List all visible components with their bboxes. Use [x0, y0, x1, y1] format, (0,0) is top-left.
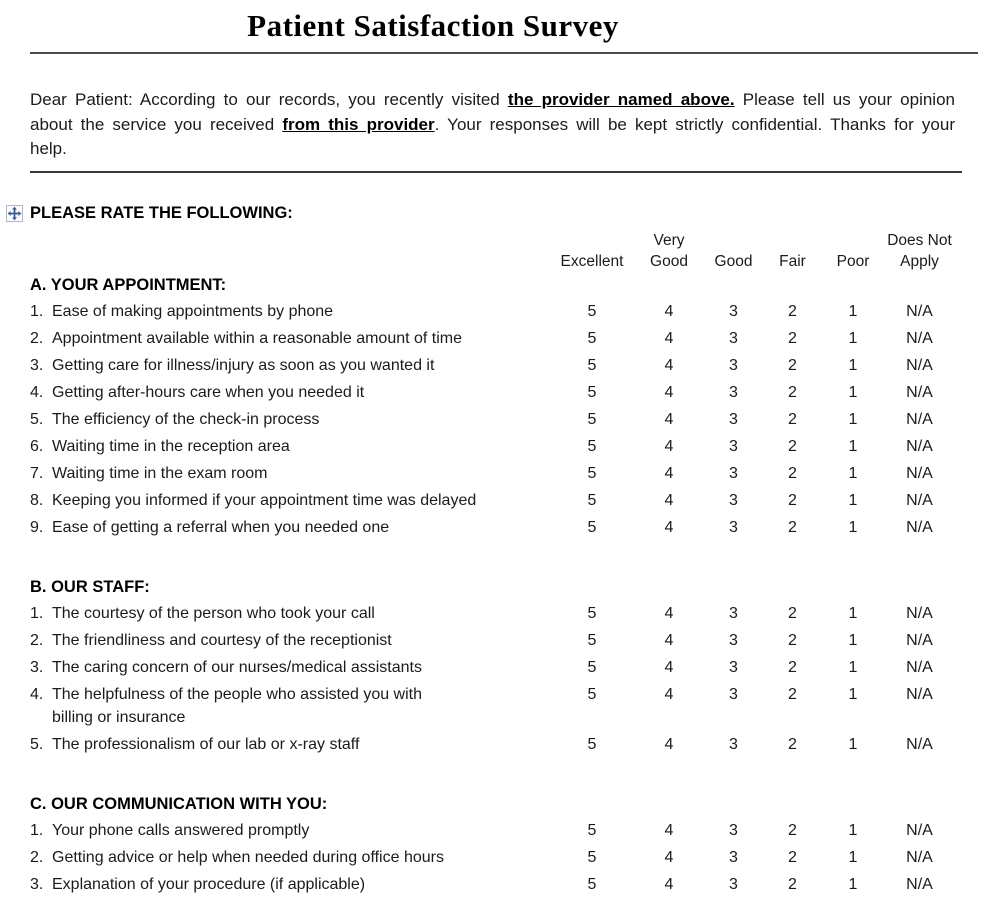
section-heading: B. OUR STAFF: — [30, 577, 150, 596]
rating-option-na[interactable]: N/A — [906, 631, 933, 649]
rating-option-1[interactable]: 1 — [848, 735, 858, 753]
intro-text-3: . Your responses will be kept strictly confidential. Thanks for your help. — [30, 114, 955, 158]
rating-option-5[interactable]: 5 — [587, 356, 597, 374]
survey-item-row — [30, 433, 955, 460]
rating-option-na[interactable]: N/A — [906, 410, 933, 428]
rating-option-4[interactable]: 4 — [664, 437, 674, 455]
rating-option-3[interactable]: 3 — [729, 518, 738, 536]
rating-option-2[interactable]: 2 — [788, 464, 797, 482]
intro-bold-underline-2: from this provider — [282, 114, 435, 134]
rating-option-4[interactable]: 4 — [664, 875, 674, 893]
rating-option-4[interactable]: 4 — [664, 685, 674, 703]
item-label — [30, 489, 550, 512]
rating-option-1[interactable]: 1 — [848, 464, 858, 482]
survey-item-row — [30, 844, 955, 871]
column-header-fair: Fair — [779, 252, 806, 270]
survey-item-row — [30, 817, 955, 844]
item-text: Getting care for illness/injury as soon as you wanted it — [52, 356, 435, 374]
rating-option-4[interactable]: 4 — [664, 464, 674, 482]
rating-option-1[interactable]: 1 — [848, 329, 858, 347]
rating-option-3[interactable]: 3 — [729, 685, 738, 703]
rating-option-2[interactable]: 2 — [788, 875, 797, 893]
rating-option-2[interactable]: 2 — [788, 821, 797, 839]
item-text: The professionalism of our lab or x-ray staff — [52, 735, 360, 753]
rating-option-3[interactable]: 3 — [729, 302, 738, 320]
rating-option-1[interactable]: 1 — [848, 604, 858, 622]
rating-option-na[interactable]: N/A — [906, 356, 933, 374]
survey-item-row — [30, 487, 955, 514]
title-divider — [30, 52, 978, 54]
item-text: Waiting time in the reception area — [52, 437, 290, 455]
rating-option-5[interactable]: 5 — [587, 821, 597, 839]
survey-item-row — [30, 681, 955, 731]
section-heading: C. OUR COMMUNICATION WITH YOU: — [30, 794, 328, 813]
item-number: 5. — [30, 410, 44, 428]
rating-option-1[interactable]: 1 — [848, 383, 858, 401]
item-number: 1. — [30, 302, 44, 320]
rating-option-3[interactable]: 3 — [729, 604, 738, 622]
rating-option-na[interactable]: N/A — [906, 658, 933, 676]
column-header-does-not-apply: Does Not Apply — [887, 231, 952, 270]
rating-option-1[interactable]: 1 — [848, 685, 858, 703]
rating-option-2[interactable]: 2 — [788, 383, 797, 401]
column-header-poor: Poor — [836, 252, 870, 270]
rating-option-na[interactable]: N/A — [906, 821, 933, 839]
rating-option-1[interactable]: 1 — [848, 518, 858, 536]
rating-option-5[interactable]: 5 — [587, 491, 597, 509]
rating-option-4[interactable]: 4 — [664, 821, 674, 839]
rating-option-5[interactable]: 5 — [587, 464, 597, 482]
rating-option-1[interactable]: 1 — [848, 658, 858, 676]
item-label — [30, 381, 550, 404]
rating-option-2[interactable]: 2 — [788, 437, 797, 455]
rating-option-na[interactable]: N/A — [906, 437, 933, 455]
page-title: Patient Satisfaction Survey — [247, 8, 619, 43]
item-text: Ease of making appointments by phone — [52, 302, 334, 320]
item-number: 4. — [30, 685, 44, 703]
rating-option-5[interactable]: 5 — [587, 518, 597, 536]
item-label — [30, 602, 550, 625]
rating-option-4[interactable]: 4 — [664, 410, 674, 428]
rating-option-na[interactable]: N/A — [906, 685, 933, 703]
rating-option-2[interactable]: 2 — [788, 735, 797, 753]
rating-option-5[interactable]: 5 — [587, 302, 597, 320]
item-number: 2. — [30, 848, 44, 866]
item-text: The helpfulness of the people who assisted you with billing or insurance — [52, 685, 423, 726]
rating-option-1[interactable]: 1 — [848, 356, 858, 374]
rating-option-5[interactable]: 5 — [587, 410, 597, 428]
rating-option-5[interactable]: 5 — [587, 329, 597, 347]
rating-option-1[interactable]: 1 — [848, 302, 858, 320]
rating-option-4[interactable]: 4 — [664, 604, 674, 622]
rating-option-5[interactable]: 5 — [587, 631, 597, 649]
intro-bold-underline-1: the provider named above. — [507, 90, 735, 109]
survey-item-row — [30, 627, 955, 654]
item-label — [30, 408, 550, 431]
rating-option-2[interactable]: 2 — [788, 658, 797, 676]
rating-option-5[interactable]: 5 — [587, 604, 597, 622]
item-label — [30, 819, 550, 842]
rating-option-2[interactable]: 2 — [788, 604, 797, 622]
ratings-header — [30, 230, 955, 272]
rating-option-3[interactable]: 3 — [729, 383, 738, 401]
table-move-handle-icon[interactable] — [6, 205, 23, 222]
rating-option-3[interactable]: 3 — [729, 658, 738, 676]
rating-option-2[interactable]: 2 — [788, 518, 797, 536]
item-number: 9. — [30, 518, 44, 536]
rating-option-1[interactable]: 1 — [848, 848, 858, 866]
rating-option-4[interactable]: 4 — [664, 302, 674, 320]
rating-option-5[interactable]: 5 — [587, 658, 597, 676]
rating-option-5[interactable]: 5 — [587, 848, 597, 866]
item-label — [30, 300, 550, 323]
rating-option-1[interactable]: 1 — [848, 491, 858, 509]
rating-option-na[interactable]: N/A — [906, 302, 933, 320]
item-number: 5. — [30, 735, 44, 753]
item-label — [30, 327, 550, 350]
rating-option-na[interactable]: N/A — [906, 383, 933, 401]
rating-option-5[interactable]: 5 — [587, 735, 597, 753]
rating-option-1[interactable]: 1 — [848, 821, 858, 839]
rating-option-2[interactable]: 2 — [788, 631, 797, 649]
rate-heading: PLEASE RATE THE FOLLOWING: — [30, 203, 293, 222]
item-label — [30, 629, 550, 652]
column-header-very-good: Very Good — [650, 231, 688, 270]
survey-item-row — [30, 514, 955, 541]
item-number: 1. — [30, 821, 44, 839]
item-text: Waiting time in the exam room — [52, 464, 268, 482]
rating-option-3[interactable]: 3 — [729, 631, 738, 649]
rating-option-3[interactable]: 3 — [729, 410, 738, 428]
rating-option-3[interactable]: 3 — [729, 329, 738, 347]
rating-option-4[interactable]: 4 — [664, 735, 674, 753]
item-number: 3. — [30, 875, 44, 893]
rating-option-4[interactable]: 4 — [664, 383, 674, 401]
item-text: The friendliness and courtesy of the receptionist — [52, 631, 392, 649]
survey-item-row — [30, 325, 955, 352]
item-text: Keeping you informed if your appointment time was delayed — [52, 491, 477, 509]
rating-option-3[interactable]: 3 — [729, 356, 738, 374]
item-text: Explanation of your procedure (if applicable) — [52, 875, 366, 893]
intro-paragraph — [30, 88, 955, 162]
item-number: 4. — [30, 383, 44, 401]
title-area — [30, 8, 836, 44]
item-label — [30, 516, 550, 539]
rating-option-2[interactable]: 2 — [788, 356, 797, 374]
rating-option-5[interactable]: 5 — [587, 685, 597, 703]
rate-heading-row — [30, 204, 985, 223]
rating-option-5[interactable]: 5 — [587, 437, 597, 455]
rating-option-4[interactable]: 4 — [664, 329, 674, 347]
survey-item-row — [30, 654, 955, 681]
item-text: Ease of getting a referral when you needed one — [52, 518, 390, 536]
survey-item-row — [30, 460, 955, 487]
rating-option-4[interactable]: 4 — [664, 518, 674, 536]
item-label — [30, 733, 550, 756]
item-text: The caring concern of our nurses/medical assistants — [52, 658, 422, 676]
rating-option-2[interactable]: 2 — [788, 848, 797, 866]
item-number: 7. — [30, 464, 44, 482]
rating-option-5[interactable]: 5 — [587, 875, 597, 893]
item-number: 3. — [30, 356, 44, 374]
item-label — [30, 435, 550, 458]
rating-option-na[interactable]: N/A — [906, 464, 933, 482]
survey-item-row — [30, 298, 955, 325]
rating-option-2[interactable]: 2 — [788, 491, 797, 509]
rating-option-na[interactable]: N/A — [906, 491, 933, 509]
item-number: 3. — [30, 658, 44, 676]
rating-option-2[interactable]: 2 — [788, 410, 797, 428]
item-text: Your phone calls answered promptly — [52, 821, 310, 839]
section-heading: A. YOUR APPOINTMENT: — [30, 275, 227, 294]
rating-option-1[interactable]: 1 — [848, 875, 858, 893]
survey-item-row — [30, 731, 955, 758]
survey-item-row — [30, 379, 955, 406]
rating-option-2[interactable]: 2 — [788, 302, 797, 320]
rating-option-3[interactable]: 3 — [729, 437, 738, 455]
item-text: Getting after-hours care when you needed it — [52, 383, 365, 401]
item-number: 1. — [30, 604, 44, 622]
rating-option-na[interactable]: N/A — [906, 735, 933, 753]
rating-option-4[interactable]: 4 — [664, 631, 674, 649]
item-text: The efficiency of the check-in process — [52, 410, 320, 428]
rating-option-5[interactable]: 5 — [587, 383, 597, 401]
survey-item-row — [30, 871, 955, 898]
item-label — [30, 354, 550, 377]
survey-item-row — [30, 600, 955, 627]
item-number: 2. — [30, 631, 44, 649]
rating-option-4[interactable]: 4 — [664, 491, 674, 509]
item-label — [30, 846, 550, 869]
rating-option-na[interactable]: N/A — [906, 875, 933, 893]
item-number: 8. — [30, 491, 44, 509]
item-label — [30, 656, 550, 679]
column-header-excellent: Excellent — [560, 252, 624, 270]
intro-text-1: Dear Patient: According to our records, you recently visited — [30, 90, 508, 109]
item-number: 6. — [30, 437, 44, 455]
rating-option-na[interactable]: N/A — [906, 848, 933, 866]
item-text: Appointment available within a reasonable amount of time — [52, 329, 463, 347]
rating-option-4[interactable]: 4 — [664, 658, 674, 676]
rating-option-3[interactable]: 3 — [729, 491, 738, 509]
rating-option-3[interactable]: 3 — [729, 875, 738, 893]
intro-divider — [30, 171, 962, 173]
rating-option-4[interactable]: 4 — [664, 356, 674, 374]
survey-item-row — [30, 352, 955, 379]
rating-option-3[interactable]: 3 — [729, 464, 738, 482]
rating-option-3[interactable]: 3 — [729, 821, 738, 839]
rating-option-1[interactable]: 1 — [848, 631, 858, 649]
rating-option-na[interactable]: N/A — [906, 518, 933, 536]
rating-option-1[interactable]: 1 — [848, 437, 858, 455]
item-number: 2. — [30, 329, 44, 347]
survey-item-row — [30, 406, 955, 433]
item-label — [30, 462, 550, 485]
item-label — [30, 873, 550, 896]
rating-option-2[interactable]: 2 — [788, 685, 797, 703]
column-header-good: Good — [714, 252, 753, 270]
rating-option-2[interactable]: 2 — [788, 329, 797, 347]
rating-option-na[interactable]: N/A — [906, 329, 933, 347]
rating-option-3[interactable]: 3 — [729, 848, 738, 866]
item-text: Getting advice or help when needed during office hours — [52, 848, 444, 866]
rating-option-na[interactable]: N/A — [906, 604, 933, 622]
rating-option-3[interactable]: 3 — [729, 735, 738, 753]
item-text: The courtesy of the person who took your call — [52, 604, 375, 622]
item-label — [30, 683, 550, 729]
rating-option-1[interactable]: 1 — [848, 410, 858, 428]
ratings-table — [30, 276, 985, 898]
rating-option-4[interactable]: 4 — [664, 848, 674, 866]
intro-text-2: Please tell us your opinion about the service you received — [30, 90, 955, 134]
